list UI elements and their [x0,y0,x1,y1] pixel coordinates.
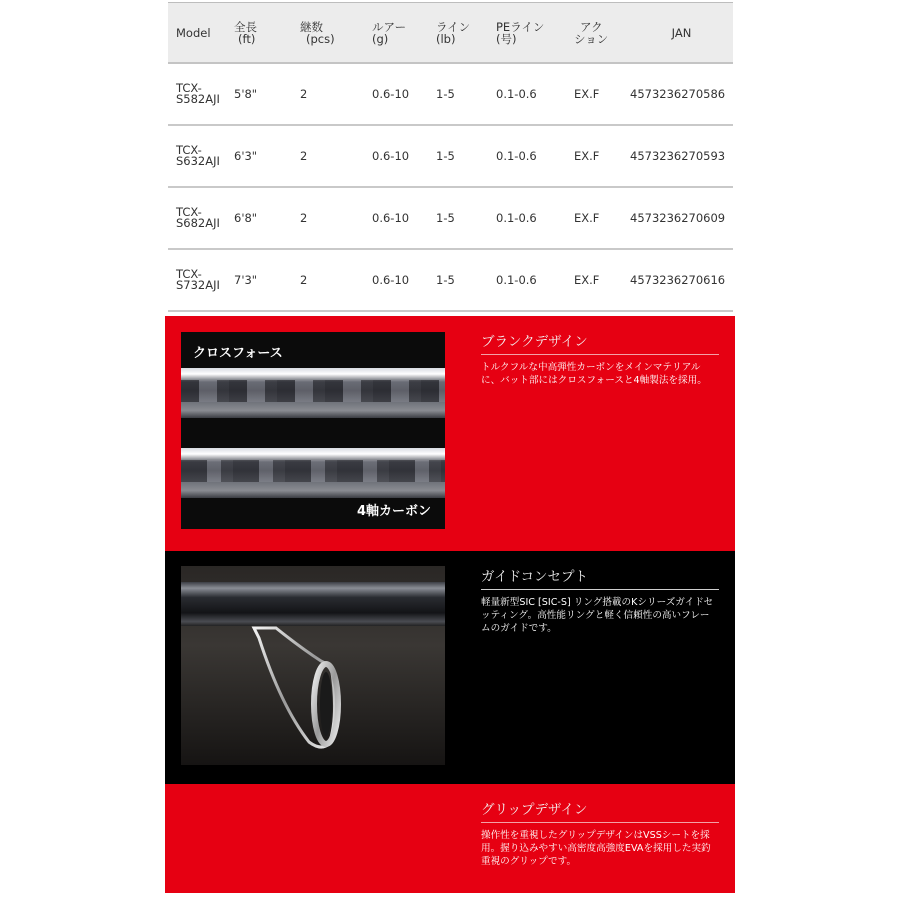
cell-action: EX.F [574,125,630,187]
table-row [168,125,733,187]
spec-table [168,2,733,312]
cell-line: 1-5 [436,249,496,311]
cell-length: 6'3" [234,125,300,187]
blank-design-text [481,330,719,387]
blank-design-body: トルクフルな中高弾性カーボンをメインマテリアルに、バット部にはクロスフォースと4軸製法を採用。 [481,362,707,386]
grip-design-text [481,798,719,868]
grip-design-body: 操作性を重視したグリップデザインはVSSシートを採用。握り込みやすい高密度高強度EVAを採用した実釣重視のグリップです。 [481,830,711,867]
crossforce-rod-image [181,368,445,418]
header-jan: JAN [630,3,733,64]
header-pe-line: PEライン (号) [496,3,574,64]
guide-concept-body: 軽量新型SIC [SIC-S] リング搭載のKシリーズガイドセッティング。高性能リングと軽く信頼性の高いフレームのガイドです。 [481,597,714,634]
divider [481,589,719,590]
cell-model: TCX- S682AJI [168,187,234,249]
blank-carbon-image [181,332,445,529]
cell-lure: 0.6-10 [372,63,436,125]
cell-model: TCX- S732AJI [168,249,234,311]
grip-design-title: グリップデザイン [481,802,588,818]
cell-length: 7'3" [234,249,300,311]
cell-length: 5'8" [234,63,300,125]
cell-pe-line: 0.1-0.6 [496,125,574,187]
cell-jan: 4573236270609 [630,187,733,249]
guide-concept-section [165,551,735,784]
crossforce-label: クロスフォース [193,346,283,361]
cell-length: 6'8" [234,187,300,249]
guide-concept-text [481,565,719,635]
header-line: ライン (lb) [436,3,496,64]
cell-pe-line: 0.1-0.6 [496,63,574,125]
guide-ring-image [181,566,445,765]
table-row [168,187,733,249]
cell-line: 1-5 [436,125,496,187]
guide-concept-title: ガイドコンセプト [481,569,589,585]
cell-pe-line: 0.1-0.6 [496,249,574,311]
grip-design-section [165,784,735,893]
blank-design-title: ブランクデザイン [481,334,588,350]
cell-lure: 0.6-10 [372,249,436,311]
cell-jan: 4573236270593 [630,125,733,187]
cell-line: 1-5 [436,187,496,249]
cell-jan: 4573236270586 [630,63,733,125]
header-action: アク ション [574,3,630,64]
four-axis-carbon-label: 4軸カーボン [356,504,431,519]
four-axis-carbon-rod-image [181,448,445,498]
header-lure: ルアー (g) [372,3,436,64]
cell-lure: 0.6-10 [372,125,436,187]
guide-image [181,566,445,765]
cell-action: EX.F [574,249,630,311]
cell-model: TCX- S582AJI [168,63,234,125]
cell-lure: 0.6-10 [372,187,436,249]
divider [481,822,719,823]
cell-action: EX.F [574,63,630,125]
table-row [168,249,733,311]
header-model: Model [168,3,234,64]
header-length: 全長 (ft) [234,3,300,64]
header-pieces: 継数 (pcs) [300,3,372,64]
cell-line: 1-5 [436,63,496,125]
divider [481,354,719,355]
cell-model: TCX- S632AJI [168,125,234,187]
cell-pieces: 2 [300,187,372,249]
cell-pieces: 2 [300,125,372,187]
table-header-row [168,3,733,64]
cell-pieces: 2 [300,249,372,311]
cell-jan: 4573236270616 [630,249,733,311]
blank-design-section [165,316,735,551]
cell-pieces: 2 [300,63,372,125]
table-row [168,63,733,125]
cell-pe-line: 0.1-0.6 [496,187,574,249]
cell-action: EX.F [574,187,630,249]
